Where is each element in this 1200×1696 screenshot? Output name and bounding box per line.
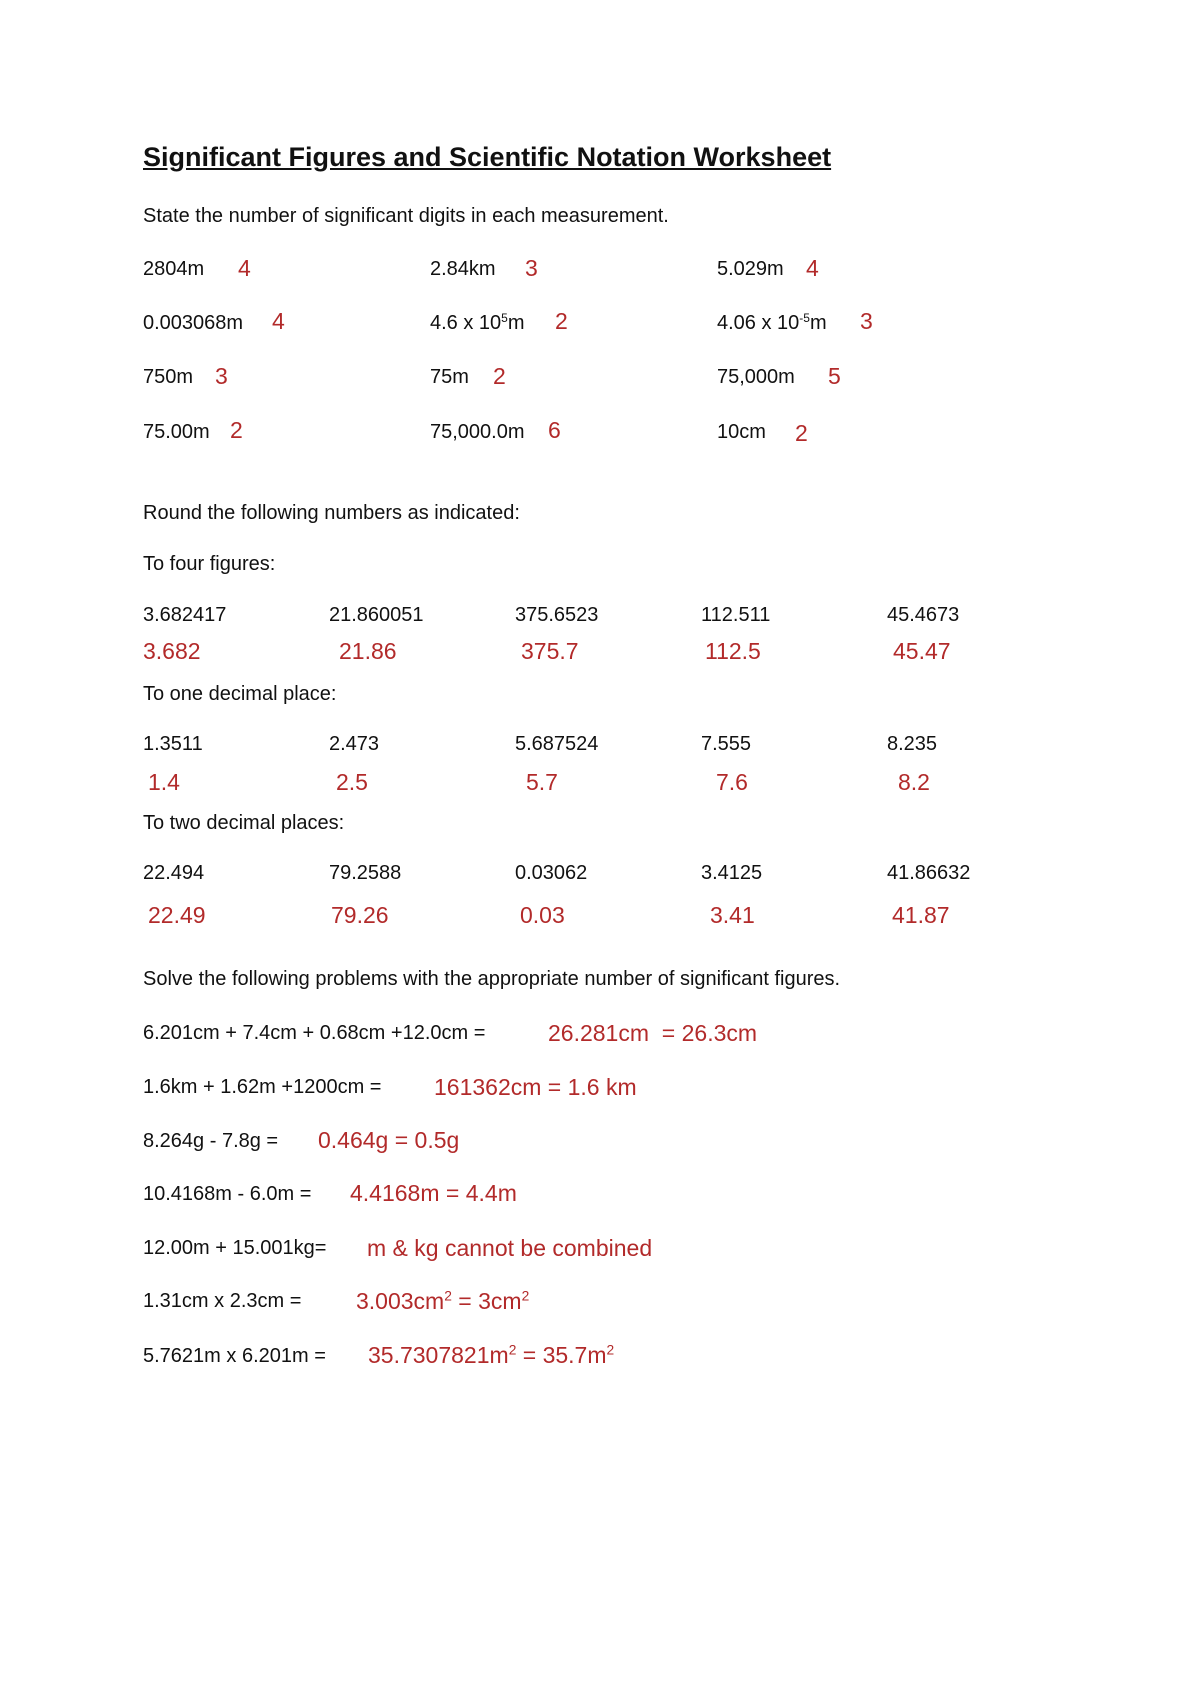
sig-fig-answer: 3 xyxy=(860,308,873,334)
rounding-answer: 112.5 xyxy=(705,638,761,664)
problem-question: 6.201cm + 7.4cm + 0.68cm +12.0cm = xyxy=(143,1022,486,1044)
rounding-value: 7.555 xyxy=(701,733,752,755)
rounding-answer: 22.49 xyxy=(148,902,206,928)
rounding-group-label: To four figures: xyxy=(143,553,276,575)
rounding-answer: 45.47 xyxy=(893,638,951,664)
rounding-value: 8.235 xyxy=(887,733,938,755)
rounding-value: 1.3511 xyxy=(143,733,203,755)
rounding-answer: 3.41 xyxy=(710,902,755,928)
rounding-value: 112.511 xyxy=(701,604,771,626)
rounding-group-label: To one decimal place: xyxy=(143,683,337,705)
measurement: 5.029m xyxy=(717,258,784,280)
rounding-answer: 41.87 xyxy=(892,902,950,928)
measurement: 2.84km xyxy=(430,258,496,280)
rounding-group-label: To two decimal places: xyxy=(143,812,345,834)
sig-fig-answer: 4 xyxy=(806,255,819,281)
measurement: 750m xyxy=(143,366,194,388)
problem-question: 10.4168m - 6.0m = xyxy=(143,1183,312,1205)
sig-fig-answer: 4 xyxy=(238,255,251,281)
sig-fig-answer: 3 xyxy=(215,363,228,389)
measurement: 2804m xyxy=(143,258,205,280)
measurement: 10cm xyxy=(717,421,766,443)
sig-fig-answer: 3 xyxy=(525,255,538,281)
sig-fig-answer: 2 xyxy=(795,420,808,446)
rounding-value: 5.687524 xyxy=(515,733,599,755)
problem-answer: $3.003cm^2 = 3cm^2$ xyxy=(356,1288,530,1314)
measurement: 4.06 x $10^{-5}m$ xyxy=(717,310,827,334)
problem-answer: $35.7307821m^2 = 35.7m^2$ xyxy=(368,1342,615,1368)
rounding-value: 2.473 xyxy=(329,733,380,755)
rounding-answer: 8.2 xyxy=(898,769,930,795)
problem-question: 12.00m + 15.001kg= xyxy=(143,1237,327,1259)
rounding-answer: 375.7 xyxy=(521,638,579,664)
problem-answer: m & kg cannot be combined xyxy=(367,1235,653,1261)
sig-fig-answer: 2 xyxy=(555,308,568,334)
sig-fig-answer: 5 xyxy=(828,363,841,389)
rounding-value: 22.494 xyxy=(143,862,205,884)
measurement: 4.6 x $10^5m$ xyxy=(430,310,525,334)
problem-question: 1.31cm x 2.3cm = xyxy=(143,1290,302,1312)
section3-instruction: Solve the following problems with the appropriate number of significant figures. xyxy=(143,968,841,990)
rounding-answer: 7.6 xyxy=(716,769,748,795)
rounding-answer: 5.7 xyxy=(526,769,558,795)
rounding-answer: 2.5 xyxy=(336,769,368,795)
problem-answer: 161362cm = 1.6 km xyxy=(434,1074,637,1100)
rounding-value: 0.03062 xyxy=(515,862,588,884)
rounding-answer: 1.4 xyxy=(148,769,180,795)
problem-answer: 0.464g = 0.5g xyxy=(318,1127,460,1153)
rounding-value: 375.6523 xyxy=(515,604,599,626)
worksheet-title: Significant Figures and Scientific Notation Worksheet xyxy=(143,142,832,172)
measurement: 75m xyxy=(430,366,469,388)
problem-answer: 26.281cm = 26.3cm xyxy=(548,1020,758,1046)
problem-question: 8.264g - 7.8g = xyxy=(143,1130,279,1152)
rounding-value: 79.2588 xyxy=(329,862,402,884)
rounding-value: 45.4673 xyxy=(887,604,960,626)
problem-answer: 4.4168m = 4.4m xyxy=(350,1180,517,1206)
rounding-value: 3.4125 xyxy=(701,862,763,884)
sig-fig-answer: 4 xyxy=(272,308,285,334)
problem-question: 1.6km + 1.62m +1200cm = xyxy=(143,1076,382,1098)
rounding-answer: 0.03 xyxy=(520,902,565,928)
sig-fig-answer: 2 xyxy=(230,417,243,443)
section1-instruction: State the number of significant digits in each measurement. xyxy=(143,205,669,227)
measurement: 0.003068m xyxy=(143,312,244,334)
sig-fig-answer: 2 xyxy=(493,363,506,389)
rounding-value: 3.682417 xyxy=(143,604,227,626)
problem-question: 5.7621m x 6.201m = xyxy=(143,1345,326,1367)
rounding-value: 41.86632 xyxy=(887,862,971,884)
measurement: 75.00m xyxy=(143,421,210,443)
section2-instruction: Round the following numbers as indicated: xyxy=(143,502,520,524)
measurement: 75,000.0m xyxy=(430,421,525,443)
measurement: 75,000m xyxy=(717,366,795,388)
sig-fig-answer: 6 xyxy=(548,417,561,443)
rounding-answer: 3.682 xyxy=(143,638,201,664)
rounding-value: 21.860051 xyxy=(329,604,424,626)
rounding-answer: 79.26 xyxy=(331,902,389,928)
rounding-answer: 21.86 xyxy=(339,638,397,664)
